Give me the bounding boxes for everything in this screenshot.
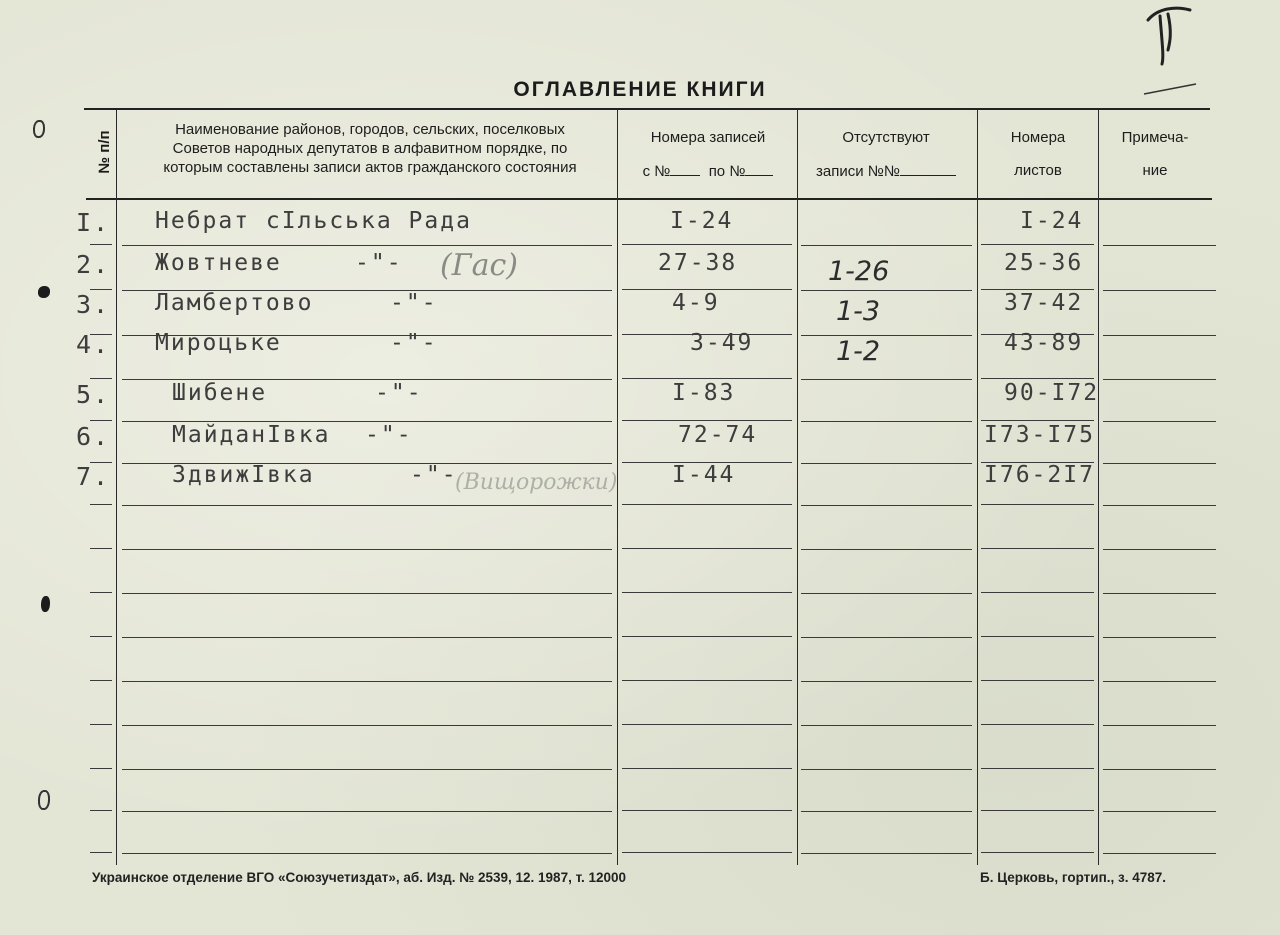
header-records-title: Номера записей [650, 129, 766, 146]
row-rule [981, 592, 1094, 593]
row-rule [1103, 853, 1216, 854]
row-name: Жовтневе [155, 250, 282, 276]
row-rule [801, 593, 972, 594]
binding-hole-4 [38, 790, 50, 810]
row-rule [1103, 421, 1216, 422]
table-top-rule [84, 108, 1210, 110]
row-rule [122, 853, 612, 854]
row-num: 2. [76, 250, 111, 279]
row-absent: 1-26 [828, 256, 890, 287]
row-rule [1103, 549, 1216, 550]
binding-hole-3 [41, 596, 50, 612]
row-rule [801, 637, 972, 638]
row-rule [981, 810, 1094, 811]
row-rule [1103, 245, 1216, 246]
row-rule [1103, 769, 1216, 770]
row-rule [122, 245, 612, 246]
row-rule [1103, 681, 1216, 682]
row-rule [622, 548, 792, 549]
pencil-note-row2: (Гас) [440, 248, 518, 283]
row-ditto: -"- [410, 462, 458, 488]
row-records: 72-74 [678, 422, 758, 448]
row-rule [981, 852, 1094, 853]
row-rule [801, 811, 972, 812]
row-rule [801, 505, 972, 506]
row-records: 3-49 [690, 330, 754, 356]
row-rule [1103, 637, 1216, 638]
row-name: ЗдвижIвка [172, 462, 315, 488]
row-rule [622, 810, 792, 811]
row-rule [981, 378, 1094, 379]
row-records: I-44 [672, 462, 736, 488]
row-num: 3. [76, 290, 111, 319]
row-ditto: -"- [390, 290, 438, 316]
row-name: Шибене [172, 380, 268, 406]
row-rule [1103, 379, 1216, 380]
row-sheets: I73-I75 [984, 422, 1095, 448]
row-rule [801, 725, 972, 726]
row-sheets: I-24 [1020, 208, 1084, 234]
row-rule [90, 810, 112, 811]
header-records-range: с № по № [620, 161, 796, 181]
row-rule [622, 378, 792, 379]
corner-pen-mark [1138, 2, 1208, 102]
row-num: 6. [76, 422, 111, 451]
row-sheets: 90-I72 [1004, 380, 1100, 406]
page-title: ОГЛАВЛЕНИЕ КНИГИ [513, 78, 767, 101]
row-rule [622, 852, 792, 853]
row-sheets: I76-2I7 [984, 462, 1095, 488]
row-rule [981, 636, 1094, 637]
row-rule [981, 680, 1094, 681]
row-rule [801, 769, 972, 770]
row-rule [90, 768, 112, 769]
row-sheets: 43-89 [1004, 330, 1084, 356]
row-records: I-83 [672, 380, 736, 406]
row-rule [90, 548, 112, 549]
row-rule [801, 290, 972, 291]
row-rule [122, 637, 612, 638]
row-rule [622, 768, 792, 769]
row-rule [1103, 811, 1216, 812]
row-rule [801, 681, 972, 682]
row-absent: 1-2 [836, 336, 881, 367]
header-absent-title: Отсутствуют [842, 129, 930, 146]
binding-hole-1 [33, 120, 45, 138]
row-name: Ламбертово [155, 290, 314, 316]
row-rule [801, 549, 972, 550]
row-rule [90, 420, 112, 421]
header-records [620, 128, 796, 181]
row-rule [801, 379, 972, 380]
row-rule [90, 636, 112, 637]
binding-hole-2 [38, 286, 50, 298]
row-rule [981, 768, 1094, 769]
row-rule [622, 724, 792, 725]
row-ditto: -"- [365, 422, 413, 448]
row-rule [1103, 463, 1216, 464]
row-rule [622, 680, 792, 681]
row-rule [981, 548, 1094, 549]
row-rule [801, 335, 972, 336]
header-absent-sub: записи №№ [800, 161, 972, 181]
row-rule [622, 592, 792, 593]
row-rule [981, 724, 1094, 725]
row-rule [90, 680, 112, 681]
row-rule [90, 592, 112, 593]
col-divider-absent [977, 110, 978, 865]
header-bottom-rule [86, 198, 1212, 200]
row-name: МайданIвка [172, 422, 331, 448]
row-rule [801, 245, 972, 246]
row-ditto: -"- [375, 380, 423, 406]
row-name: Мироцьке [155, 330, 282, 356]
row-records: I-24 [670, 208, 734, 234]
row-num: 5. [76, 380, 111, 409]
row-rule [981, 244, 1094, 245]
row-rule [801, 421, 972, 422]
footer-printer: Б. Церковь, гортип., з. 4787. [980, 870, 1166, 885]
row-rule [1103, 725, 1216, 726]
row-rule [981, 504, 1094, 505]
row-ditto: -"- [355, 250, 403, 276]
footer-publisher: Украинское отделение ВГО «Союзучетиздат», аб. Изд. № 2539, 12. 1987, т. 12000 [92, 870, 627, 885]
row-rule [122, 811, 612, 812]
row-sheets: 25-36 [1004, 250, 1084, 276]
header-sheets: Номера листов [1010, 129, 1066, 179]
row-rule [90, 724, 112, 725]
row-rule [90, 852, 112, 853]
row-name: Небрат сIльська Рада [155, 208, 472, 234]
row-rule [122, 505, 612, 506]
header-num: № п/п [96, 130, 113, 174]
row-rule [622, 420, 792, 421]
row-sheets: 37-42 [1004, 290, 1084, 316]
col-divider-sheets [1098, 110, 1099, 865]
row-num: 4. [76, 330, 111, 359]
row-rule [1103, 505, 1216, 506]
row-rule [1103, 290, 1216, 291]
row-rule [90, 244, 112, 245]
col-divider-num [116, 110, 117, 865]
row-rule [622, 244, 792, 245]
row-rule [90, 504, 112, 505]
row-rule [1103, 593, 1216, 594]
row-records: 27-38 [658, 250, 738, 276]
header-absent [800, 128, 972, 181]
header-note: Примеча- ние [1121, 129, 1189, 179]
row-rule [801, 463, 972, 464]
row-rule [122, 725, 612, 726]
col-divider-records [797, 110, 798, 865]
row-rule [622, 504, 792, 505]
row-absent: 1-3 [836, 296, 881, 327]
row-rule [122, 681, 612, 682]
row-num: I. [76, 208, 111, 237]
row-rule [122, 549, 612, 550]
header-name: Наименование районов, городов, сельских, поселковых Советов народных депутатов в алфавитном порядке, по которым составлены записи актов гражданского состояния [163, 121, 577, 176]
row-num: 7. [76, 462, 111, 491]
row-rule [90, 378, 112, 379]
row-rule [122, 593, 612, 594]
row-rule [1103, 335, 1216, 336]
row-ditto: -"- [390, 330, 438, 356]
row-rule [622, 636, 792, 637]
pencil-note-row7: (Вищорожки) [455, 470, 618, 495]
row-rule [981, 420, 1094, 421]
row-rule [122, 769, 612, 770]
row-records: 4-9 [672, 290, 720, 316]
row-rule [801, 853, 972, 854]
